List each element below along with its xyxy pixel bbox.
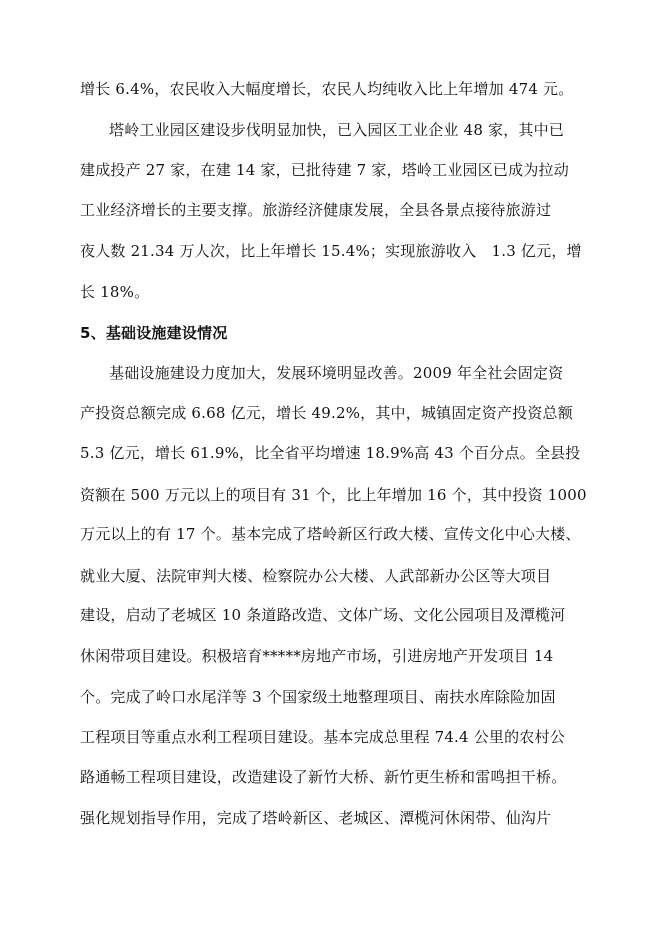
text-line: 个。完成了岭口水尾洋等 3 个国家级土地整理项目、南扶水库除险加固 <box>80 688 556 706</box>
text-line: 万元以上的有 17 个。基本完成了塔岭新区行政大楼、宣传文化中心大楼、 <box>80 525 581 543</box>
paragraph-start-line: 基础设施建设力度加大，发展环境明显改善。2009 年全社会固定资 <box>109 364 564 382</box>
text-line: 休闲带项目建设。积极培育*****房地产市场，引进房地产开发项目 14 <box>80 647 554 665</box>
text-line: 产投资总额完成 6.68 亿元，增长 49.2%，其中，城镇固定资产投资总额 <box>80 404 573 422</box>
text-line: 长 18%。 <box>80 283 150 301</box>
text-line: 建成投产 27 家，在建 14 家，已批待建 7 家，塔岭工业园区已成为拉动 <box>80 161 569 179</box>
text-line: 强化规划指导作用，完成了塔岭新区、老城区、潭榄河休闲带、仙沟片 <box>80 809 552 827</box>
text-line: 建设，启动了老城区 10 条道路改造、文体广场、文化公园项目及潭榄河 <box>80 606 566 624</box>
text-line: 资额在 500 万元以上的项目有 31 个，比上年增加 16 个，其中投资 1000 <box>80 486 587 504</box>
paragraph-start-line: 塔岭工业园区建设步伐明显加快，已入园区工业企业 48 家，其中已 <box>109 121 565 139</box>
text-line: 5.3 亿元，增长 61.9%，比全省平均增速 18.9%高 43 个百分点。全县投 <box>80 444 581 462</box>
text-line: 工程项目等重点水利工程项目建设。基本完成总里程 74.4 公里的农村公 <box>80 728 565 746</box>
text-line: 工业经济增长的主要支撑。旅游经济健康发展，全县各景点接待旅游过 <box>80 201 552 219</box>
text-line: 就业大厦、法院审判大楼、检察院办公大楼、人武部新办公区等大项目 <box>80 567 552 585</box>
text-line: 路通畅工程项目建设，改造建设了新竹大桥、新竹更生桥和雷鸣担干桥。 <box>80 768 567 786</box>
text-line: 增长 6.4%，农民收入大幅度增长，农民人均纯收入比上年增加 474 元。 <box>80 80 574 98</box>
text-line: 夜人数 21.34 万人次，比上年增长 15.4%；实现旅游收入 1.3 亿元，增 <box>80 242 582 260</box>
section-heading: 5、基础设施建设情况 <box>80 324 228 342</box>
